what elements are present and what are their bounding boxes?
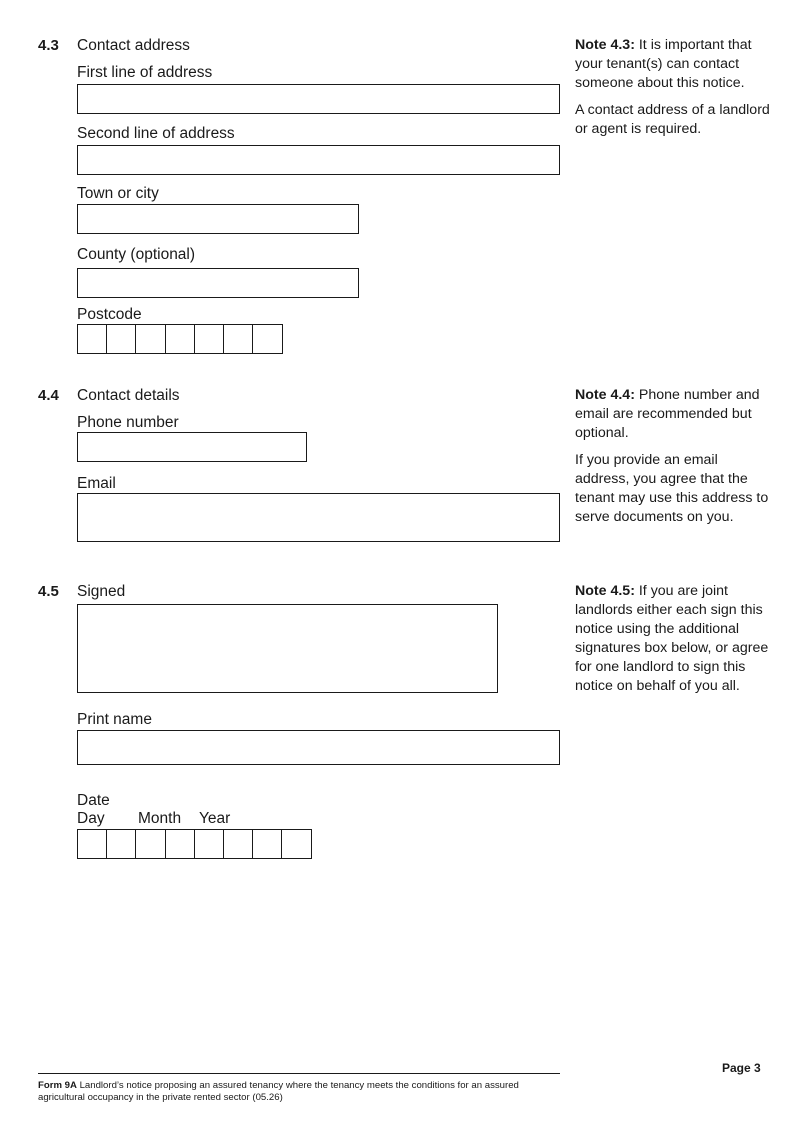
month-cell[interactable] (135, 829, 166, 859)
section-number-4-5: 4.5 (38, 583, 59, 600)
note-4-3-text: It is important that your tenant(s) can contact someone about this notice. (575, 37, 752, 91)
note-4-5-text: If you are joint landlords either each sign this notice using the additional signatures box below, or agree for one landlord to sign this notice on behalf of you all. (575, 583, 769, 694)
day-cell[interactable] (106, 829, 137, 859)
month-label: Month (138, 810, 182, 827)
address-line2-label: Second line of address (77, 125, 235, 142)
address-line2-input[interactable] (77, 145, 560, 175)
print-name-input[interactable] (77, 730, 560, 765)
postcode-cell[interactable] (77, 324, 108, 354)
town-label: Town or city (77, 185, 159, 202)
note-4-5 (575, 582, 770, 704)
postcode-cell[interactable] (252, 324, 283, 354)
page-number: Page 3 (722, 1061, 761, 1075)
postcode-cells (77, 324, 281, 354)
town-input[interactable] (77, 204, 359, 234)
phone-label: Phone number (77, 414, 179, 431)
section-title-signed: Signed (77, 583, 126, 600)
print-name-label: Print name (77, 711, 152, 728)
note-4-5-label: Note 4.5: (575, 583, 635, 599)
section-number-4-3: 4.3 (38, 37, 59, 54)
date-label: Date (77, 792, 110, 809)
note-4-4-label: Note 4.4: (575, 387, 635, 403)
year-cell[interactable] (252, 829, 283, 859)
postcode-cell[interactable] (135, 324, 166, 354)
postcode-cell[interactable] (106, 324, 137, 354)
day-label: Day (77, 810, 105, 827)
note-4-4 (575, 386, 770, 535)
section-title-contact-address: Contact address (77, 37, 190, 54)
footer-divider (38, 1073, 560, 1074)
month-cell[interactable] (165, 829, 196, 859)
footer-form-description (38, 1080, 558, 1104)
day-cell[interactable] (77, 829, 108, 859)
email-label: Email (77, 475, 116, 492)
note-4-3-text2: A contact address of a landlord or agent is required. (575, 102, 770, 137)
address-line1-label: First line of address (77, 64, 213, 81)
postcode-cell[interactable] (194, 324, 225, 354)
note-4-4-text2: If you provide an email address, you agree that the tenant may use this address to serve documents on you. (575, 452, 769, 525)
note-4-3-label: Note 4.3: (575, 37, 635, 53)
year-cell[interactable] (194, 829, 225, 859)
footer-form-text: Landlord’s notice proposing an assured tenancy where the tenancy meets the conditions for an assured agricultural occupancy in the private rented sector (05.26) (38, 1080, 519, 1103)
year-label: Year (199, 810, 231, 827)
postcode-cell[interactable] (223, 324, 254, 354)
postcode-label: Postcode (77, 306, 142, 323)
email-input[interactable] (77, 493, 560, 542)
year-cell[interactable] (281, 829, 312, 859)
section-number-4-4: 4.4 (38, 387, 59, 404)
signature-box[interactable] (77, 604, 498, 693)
postcode-cell[interactable] (165, 324, 196, 354)
year-cell[interactable] (223, 829, 254, 859)
section-title-contact-details: Contact details (77, 387, 180, 404)
address-line1-input[interactable] (77, 84, 560, 114)
footer-form-id: Form 9A (38, 1080, 77, 1091)
note-4-4-text: Phone number and email are recommended but optional. (575, 387, 760, 441)
county-input[interactable] (77, 268, 359, 298)
date-cells (77, 829, 311, 859)
county-label: County (optional) (77, 246, 196, 263)
note-4-3 (575, 36, 770, 147)
phone-input[interactable] (77, 432, 307, 462)
